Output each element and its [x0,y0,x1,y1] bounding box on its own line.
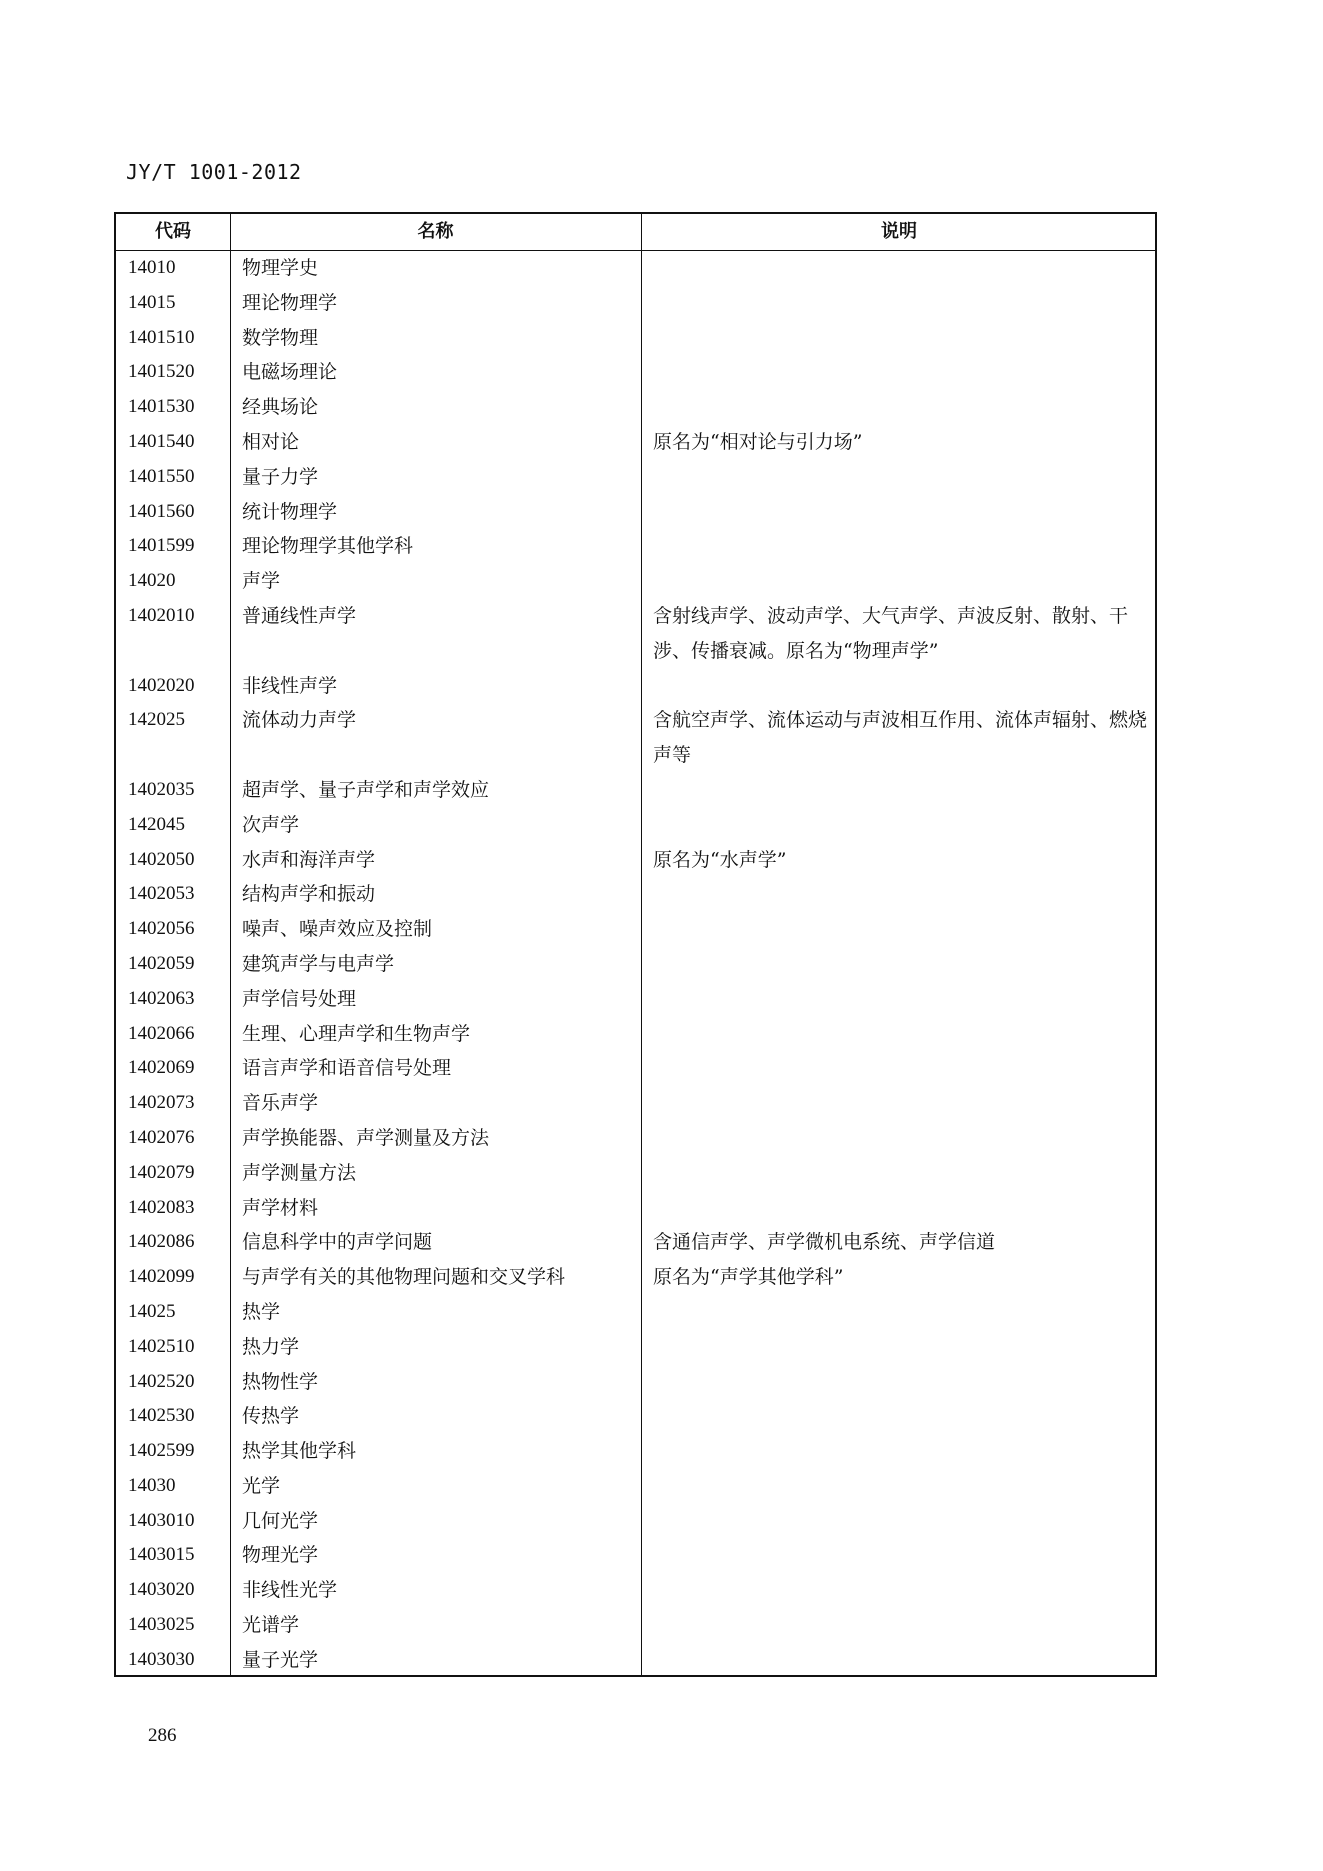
cell-name: 热学其他学科 [242,1440,357,1463]
cell-name: 语言声学和语音信号处理 [242,1057,452,1080]
cell-name: 音乐声学 [242,1092,319,1115]
header-name: 名称 [417,221,454,242]
cell-code: 1401530 [128,396,195,418]
table-body [116,251,1155,1678]
cell-name: 声学材料 [242,1196,319,1219]
cell-name: 声学换能器、声学测量及方法 [242,1126,490,1149]
cell-code: 1402520 [128,1370,195,1392]
table-row [116,843,1155,878]
cell-name: 结构声学和振动 [242,883,376,906]
table-row [116,1643,1155,1678]
cell-code: 1403030 [128,1648,195,1670]
cell-name: 非线性声学 [242,674,338,697]
table-header [116,214,1155,251]
cell-name: 热力学 [242,1335,300,1358]
cell-note: 原名为“水声学” [653,848,787,871]
table-row [116,390,1155,425]
cell-code: 1402599 [128,1440,195,1462]
cell-code: 14015 [128,291,176,313]
cell-name: 理论物理学其他学科 [242,535,414,558]
table-row [116,1051,1155,1086]
table-row [116,425,1155,460]
table-row [116,1017,1155,1052]
table-row [116,1504,1155,1539]
table-row [116,1225,1155,1260]
cell-name: 物理光学 [242,1544,319,1567]
cell-name: 理论物理学 [242,291,338,314]
table-row [116,1121,1155,1156]
table-row [116,1608,1155,1643]
cell-code: 142045 [128,813,185,835]
table-row [116,1399,1155,1434]
cell-name: 电磁场理论 [242,361,338,384]
cell-code: 1402086 [128,1231,195,1253]
cell-code: 1403020 [128,1579,195,1601]
cell-code: 1402035 [128,778,195,800]
table-row [116,286,1155,321]
cell-name: 物理学史 [242,257,319,279]
cell-code: 14025 [128,1300,176,1322]
cell-note: 原名为“声学其他学科” [653,1266,844,1289]
table-row [116,495,1155,530]
page-number: 286 [148,1725,177,1746]
cell-code: 14030 [128,1474,176,1496]
cell-name: 量子光学 [242,1648,319,1671]
cell-note: 含通信声学、声学微机电系统、声学信道 [653,1231,996,1254]
table-row [116,947,1155,982]
cell-code: 1401560 [128,500,195,522]
cell-name: 噪声、噪声效应及控制 [242,918,433,941]
table-row [116,355,1155,390]
table-row [116,912,1155,947]
table-row [116,1295,1155,1330]
cell-code: 1402063 [128,987,195,1009]
table-row [116,773,1155,808]
cell-name: 与声学有关的其他物理问题和交叉学科 [242,1266,566,1289]
table-row [116,669,1155,704]
cell-code: 1402099 [128,1266,195,1288]
cell-code: 1401510 [128,326,195,348]
cell-name: 数学物理 [242,326,319,349]
table-row [116,982,1155,1017]
cell-name: 热物性学 [242,1370,319,1393]
table-row [116,1365,1155,1400]
cell-code: 1401550 [128,465,195,487]
classification-table [114,212,1157,1677]
cell-name: 声学测量方法 [242,1161,357,1184]
cell-name: 非线性光学 [242,1579,338,1602]
cell-code: 1402069 [128,1057,195,1079]
table-row [116,877,1155,912]
table-row [116,460,1155,495]
cell-name: 传热学 [242,1405,300,1428]
cell-code: 14010 [128,257,176,278]
table-row [116,1573,1155,1608]
cell-name: 普通线性声学 [242,604,357,627]
table-row [116,1191,1155,1226]
cell-code: 14020 [128,570,176,592]
cell-code: 1402010 [128,604,195,626]
table-row [116,1538,1155,1573]
cell-name: 水声和海洋声学 [242,848,376,871]
cell-code: 1402053 [128,883,195,905]
document-id: JY/T 1001-2012 [126,160,302,184]
table-row [116,1260,1155,1295]
table-row [116,564,1155,599]
cell-name: 信息科学中的声学问题 [242,1231,433,1254]
cell-name: 热学 [242,1300,281,1323]
table-row [116,1086,1155,1121]
table-row [116,321,1155,356]
table-row [116,529,1155,564]
table-row [116,808,1155,843]
cell-name: 生理、心理声学和生物声学 [242,1022,471,1045]
cell-note: 原名为“相对论与引力场” [653,430,863,453]
table-row [116,1434,1155,1469]
cell-code: 1402510 [128,1335,195,1357]
cell-code: 1402056 [128,918,195,940]
header-code: 代码 [155,221,191,242]
table-row [116,599,1155,669]
cell-name: 超声学、量子声学和声学效应 [242,778,490,801]
cell-name: 次声学 [242,813,300,836]
table-row [116,251,1155,286]
cell-name: 经典场论 [242,396,319,419]
cell-code: 1402530 [128,1405,195,1427]
cell-name: 统计物理学 [242,500,338,523]
cell-code: 1402079 [128,1161,195,1183]
table-row [116,1469,1155,1504]
cell-code: 142025 [128,709,185,731]
cell-name: 建筑声学与电声学 [242,952,395,975]
cell-note: 含航空声学、流体运动与声波相互作用、流体声辐射、燃烧声等 [653,709,1148,767]
cell-code: 1402076 [128,1126,195,1148]
cell-code: 1403010 [128,1509,195,1531]
cell-name: 声学 [242,570,281,593]
cell-code: 1401540 [128,430,195,452]
cell-code: 1402050 [128,848,195,870]
cell-code: 1401599 [128,535,195,557]
cell-code: 1401520 [128,361,195,383]
cell-code: 1403015 [128,1544,195,1566]
cell-code: 1403025 [128,1614,195,1636]
cell-code: 1402059 [128,952,195,974]
cell-note: 含射线声学、波动声学、大气声学、声波反射、散射、干涉、传播衰减。原名为“物理声学” [653,604,1129,662]
cell-name: 量子力学 [242,465,319,488]
cell-name: 流体动力声学 [242,709,357,732]
table-row [116,1330,1155,1365]
cell-name: 光谱学 [242,1614,300,1637]
cell-code: 1402083 [128,1196,195,1218]
cell-code: 1402073 [128,1092,195,1114]
cell-name: 光学 [242,1474,281,1497]
cell-name: 几何光学 [242,1509,319,1532]
table-row [116,1156,1155,1191]
cell-name: 相对论 [242,430,300,453]
cell-code: 1402020 [128,674,195,696]
cell-code: 1402066 [128,1022,195,1044]
cell-name: 声学信号处理 [242,987,357,1010]
table-row [116,703,1155,773]
header-note: 说明 [881,221,917,242]
